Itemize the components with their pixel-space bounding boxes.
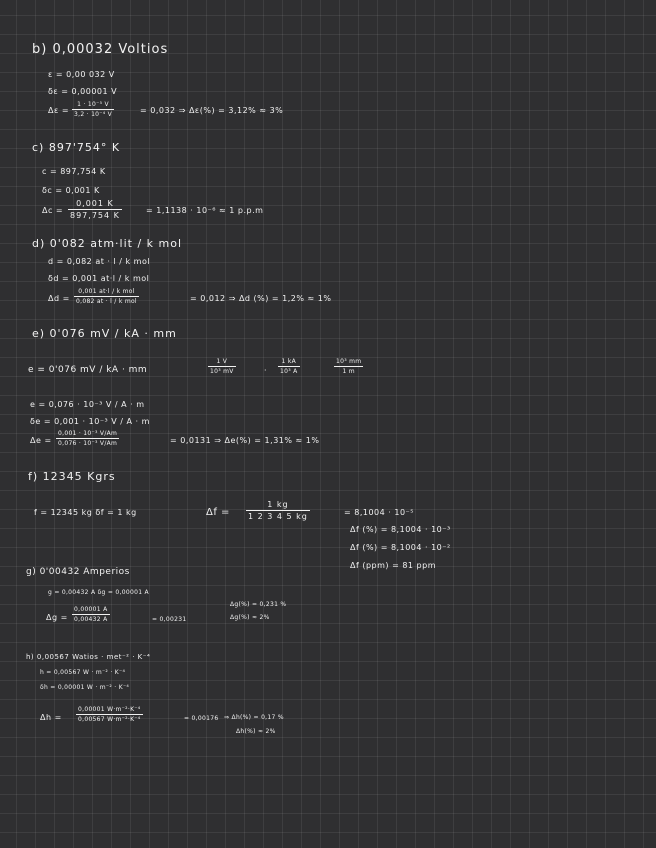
fraction-bar xyxy=(278,366,300,367)
fraction-bar xyxy=(56,438,119,439)
section-b-fraction xyxy=(72,101,114,118)
section-b-result: = 0,032 ⇒ Δε(%) = 3,12% ≈ 3% xyxy=(140,106,284,115)
conversion-factor-volt xyxy=(208,358,236,375)
fraction-numerator: 1 V xyxy=(216,358,228,365)
section-g-percent-2: Δg(%) ≈ 2% xyxy=(230,614,270,621)
fraction-numerator: 0,001 · 10⁻³ V/Am xyxy=(58,430,118,437)
section-c-fraction xyxy=(68,199,122,220)
conversion-factor-ampere xyxy=(278,358,300,375)
fraction-denominator: 10³ mV xyxy=(210,368,234,375)
fraction-numerator: 0,001 K xyxy=(76,199,114,208)
section-h-line-1: h = 0,00567 W · m⁻² · K⁻⁴ xyxy=(40,669,126,676)
fraction-numerator: 1 kg xyxy=(267,500,289,509)
section-c-line-1: c = 897,754 K xyxy=(42,167,106,176)
section-e-result: = 0,0131 ⇒ Δe(%) = 1,31% ≈ 1% xyxy=(170,436,320,445)
fraction-denominator: 3,2 · 10⁻⁴ V xyxy=(74,111,113,118)
section-h-line-2: δh = 0,00001 W · m⁻² · K⁻⁴ xyxy=(40,684,130,691)
section-b-title: b) 0,00032 Voltios xyxy=(32,42,169,57)
section-e-conversion: e = 0'076 mV / kA · mm xyxy=(28,365,148,375)
fraction-bar xyxy=(72,109,114,110)
fraction-denominator: 10³ A xyxy=(280,368,298,375)
section-d-title: d) 0'082 atm·lit / k mol xyxy=(32,237,183,250)
section-e-line-2: δe = 0,001 · 10⁻³ V / A · m xyxy=(30,417,150,426)
fraction-numerator: 0,00001 W·m⁻²·K⁻⁴ xyxy=(78,706,141,713)
section-f-percent-1: Δf (%) = 8,1004 · 10⁻³ xyxy=(350,525,451,534)
fraction-denominator: 0,076 · 10⁻³ V/Am xyxy=(58,440,118,447)
section-e-fraction xyxy=(56,430,119,447)
section-g-fraction xyxy=(72,606,110,623)
section-g-percent-1: Δg(%) = 0,231 % xyxy=(230,601,287,608)
section-d-line-2: δd = 0,001 at·l / k mol xyxy=(48,274,150,283)
fraction-numerator: 1 kA xyxy=(281,358,297,365)
fraction-bar xyxy=(334,366,363,367)
section-h-fraction xyxy=(76,706,143,723)
section-f-title: f) 12345 Kgrs xyxy=(28,470,116,483)
section-c-result: = 1,1138 · 10⁻⁶ ≈ 1 p.p.m xyxy=(146,206,264,215)
section-c-title: c) 897'754° K xyxy=(32,141,121,154)
section-d-delta-label: Δd = xyxy=(48,294,70,303)
section-h-delta-label: Δh = xyxy=(40,713,62,722)
fraction-bar xyxy=(74,296,139,297)
section-g-result: = 0,00231 xyxy=(152,616,187,623)
fraction-denominator: 1 m xyxy=(342,368,355,375)
section-h-title: h) 0,00567 Watios · met⁻² · K⁻⁴ xyxy=(26,653,151,661)
section-f-result: = 8,1004 · 10⁻⁵ xyxy=(344,508,414,517)
fraction-bar xyxy=(72,614,110,615)
section-e-title: e) 0'076 mV / kA · mm xyxy=(32,327,177,340)
section-d-fraction xyxy=(74,288,139,305)
fraction-bar xyxy=(76,714,143,715)
fraction-numerator: 1 · 10⁻⁵ V xyxy=(77,101,109,108)
section-h-result: = 0,00176 xyxy=(184,715,219,722)
fraction-numerator: 0,001 at·l / k mol xyxy=(78,288,135,295)
section-g-title: g) 0'00432 Amperios xyxy=(26,567,130,577)
fraction-bar xyxy=(208,366,236,367)
section-f-line-1: f = 12345 kg δf = 1 kg xyxy=(34,508,137,517)
section-f-fraction xyxy=(246,500,310,521)
fraction-denominator: 897,754 K xyxy=(70,211,120,220)
section-c-line-2: δc = 0,001 K xyxy=(42,186,100,195)
section-e-delta-label: Δe = xyxy=(30,436,52,445)
section-h-percent-1: ⇒ Δh(%) = 0,17 % xyxy=(224,714,284,721)
fraction-bar xyxy=(246,510,310,511)
section-g-delta-label: Δg = xyxy=(46,613,68,622)
section-b-delta-label: Δε = xyxy=(48,106,70,115)
section-h-percent-2: Δh(%) ≈ 2% xyxy=(236,728,276,735)
fraction-denominator: 0,00432 A xyxy=(74,616,108,623)
section-b-line-2: δε = 0,00001 V xyxy=(48,87,118,96)
fraction-numerator: 0,00001 A xyxy=(74,606,108,613)
fraction-denominator: 0,082 at · l / k mol xyxy=(76,298,137,305)
section-e-line-1: e = 0,076 · 10⁻³ V / A · m xyxy=(30,400,145,409)
fraction-denominator: 0,00567 W·m⁻²·K⁻⁴ xyxy=(78,716,141,723)
section-d-line-1: d = 0,082 at · l / k mol xyxy=(48,257,151,266)
section-g-line-1: g = 0,00432 A δg = 0,00001 A xyxy=(48,589,149,596)
conversion-factor-meter xyxy=(334,358,363,375)
section-b-line-1: ε = 0,00 032 V xyxy=(48,70,115,79)
dot-operator: · xyxy=(264,366,268,375)
section-f-ppm: Δf (ppm) = 81 ppm xyxy=(350,561,436,570)
section-f-delta-label: Δf = xyxy=(206,507,230,518)
section-f-percent-2: Δf (%) = 8,1004 · 10⁻² xyxy=(350,543,451,552)
fraction-numerator: 10³ mm xyxy=(336,358,362,365)
fraction-bar xyxy=(68,209,122,210)
fraction-denominator: 1 2 3 4 5 kg xyxy=(248,512,308,521)
section-d-result: = 0,012 ⇒ Δd (%) = 1,2% ≈ 1% xyxy=(190,294,332,303)
section-c-delta-label: Δc = xyxy=(42,206,64,215)
